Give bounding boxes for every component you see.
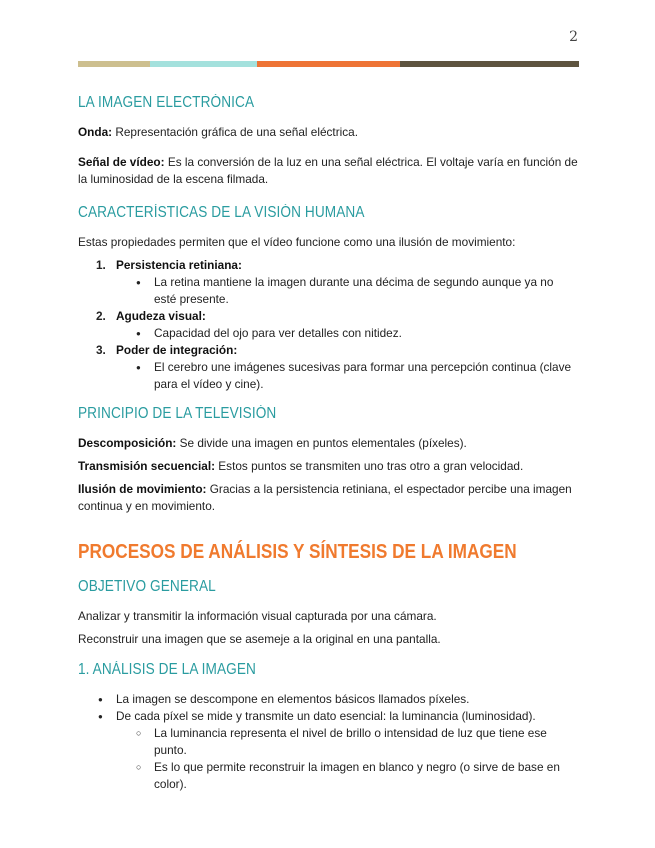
term-senal-video: Señal de vídeo: — [78, 155, 165, 169]
paragraph-vision-intro: Estas propiedades permiten que el vídeo funcione como una ilusión de movimiento: — [78, 235, 516, 249]
color-bar-segment-orange — [257, 61, 400, 67]
detail-integracion: ● El cerebro une imágenes sucesivas para formar una percepción continua (clave para el vídeo y cine). — [136, 359, 578, 393]
sub-item-brillo: ○ La luminancia representa el nivel de brillo o intensidad de luz que tiene ese punto. — [136, 725, 578, 759]
term-transmision: Transmisión secuencial: — [78, 459, 216, 473]
paragraph-ilusion — [78, 481, 578, 515]
paragraph-objetivo-1: Analizar y transmitir la información visual capturada por una cámara. — [78, 609, 437, 623]
detail-agudeza: ● Capacidad del ojo para ver detalles con nitidez. — [136, 325, 578, 342]
list-item-luminancia — [98, 708, 578, 793]
list-item-pixeles — [98, 691, 578, 708]
vision-properties-list — [96, 257, 578, 393]
detail-persistencia: ● La retina mantiene la imagen durante una décima de segundo aunque ya no esté presente. — [136, 274, 578, 308]
heading-objetivo-general: OBJETIVO GENERAL — [78, 578, 216, 595]
term-descomposicion: Descomposición: — [78, 436, 177, 450]
list-number: 1. — [96, 258, 106, 272]
definition-onda: Representación gráfica de una señal eléctrica. — [112, 125, 358, 139]
page-number: 2 — [569, 29, 578, 45]
list-item-integracion — [96, 342, 578, 393]
definition-descomposicion: Se divide una imagen en puntos elementales (píxeles). — [176, 436, 467, 450]
list-item-agudeza — [96, 308, 578, 342]
color-bar-segment-tan — [78, 61, 150, 67]
list-item-persistencia — [96, 257, 578, 308]
analisis-list — [98, 691, 578, 793]
paragraph-descomposicion — [78, 435, 578, 452]
list-number: 2. — [96, 309, 106, 323]
term-persistencia: Persistencia retiniana: — [116, 258, 242, 272]
heading-vision-humana: CARACTERÍSTICAS DE LA VISIÓN HUMANA — [78, 204, 365, 221]
heading-imagen-electronica: LA IMAGEN ELECTRÓNICA — [78, 94, 255, 111]
document-body — [78, 94, 578, 793]
paragraph-transmision — [78, 458, 578, 475]
term-integracion: Poder de integración: — [116, 343, 238, 357]
bullet-icon: ● — [98, 695, 103, 704]
paragraph-onda — [78, 124, 578, 141]
major-heading-procesos: PROCESOS DE ANÁLISIS Y SÍNTESIS DE LA IMAGEN — [78, 541, 517, 563]
term-ilusion: Ilusión de movimiento: — [78, 482, 207, 496]
list-number: 3. — [96, 343, 106, 357]
color-bar-segment-aqua — [150, 61, 257, 67]
text-pixeles: La imagen se descompone en elementos básicos llamados píxeles. — [116, 692, 470, 706]
heading-principio-television: PRINCIPIO DE LA TELEVISIÓN — [78, 405, 277, 422]
paragraph-senal-video — [78, 154, 578, 188]
term-agudeza: Agudeza visual: — [116, 309, 206, 323]
text-luminancia: De cada píxel se mide y transmite un dato esencial: la luminancia (luminosidad). — [116, 709, 536, 723]
header-color-bar — [78, 61, 579, 67]
color-bar-segment-brown — [400, 61, 579, 67]
luminancia-sublist — [136, 725, 578, 793]
bullet-icon: ● — [98, 712, 103, 721]
definition-ilusion: Gracias a la persistencia retiniana, el espectador percibe una imagen continua y en movimiento. — [78, 482, 572, 513]
paragraph-objetivo-2: Reconstruir una imagen que se asemeje a la original en una pantalla. — [78, 632, 441, 646]
heading-analisis-imagen: 1. ANÁLISIS DE LA IMAGEN — [78, 661, 256, 678]
definition-transmision: Estos puntos se transmiten uno tras otro a gran velocidad. — [215, 459, 524, 473]
definition-senal-video: Es la conversión de la luz en una señal eléctrica. El voltaje varía en función de la luminosidad de la escena filmada. — [78, 155, 578, 186]
term-onda: Onda: — [78, 125, 113, 139]
sub-item-blanco-negro: ○ Es lo que permite reconstruir la imagen en blanco y negro (o sirve de base en color). — [136, 759, 578, 793]
